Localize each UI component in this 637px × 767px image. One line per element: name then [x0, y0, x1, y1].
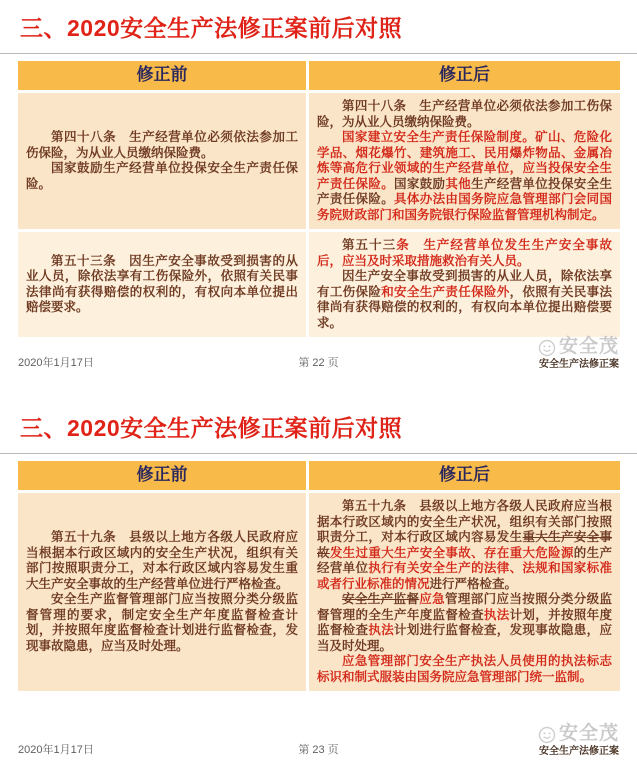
table-cell-before-article59	[18, 493, 306, 691]
paragraph: 第五十三条 生产经营单位发生生产安全事故后，应当及时采取措施救治有关人员。	[317, 238, 612, 268]
paragraph: 安全生产监督应急管理部门应当按照分类分级监督管理的全生产年度监督检查执法计划，并按照年度监督检查执法计划进行监督检查，发现事故隐患，应当及时处理。	[317, 592, 612, 653]
brand-subtitle: 安全生产法修正案	[538, 746, 619, 757]
anquanmao-logo-icon	[538, 339, 556, 357]
paragraph: 安全生产监督管理部门应当按照分类分级监督管理的要求，制定安全生产年度监督检查计划，并按照年度监督检查计划进行监督检查，发现事故隐患，应当及时处理。	[26, 592, 298, 653]
brand-name: 安全茂	[558, 723, 619, 745]
page-title: 三、2020安全生产法修正案前后对照	[20, 15, 403, 41]
brand-block	[419, 337, 619, 370]
table-cell-after-article48	[309, 93, 620, 229]
brand-subtitle: 安全生产法修正案	[538, 359, 619, 371]
paragraph: 国家鼓励生产经营单位投保安全生产责任保险。	[26, 161, 298, 191]
column-header-before: 修正前	[18, 461, 306, 490]
footer-date: 2020年1月17日	[18, 357, 94, 370]
paragraph: 国家建立安全生产责任保险制度。矿山、危险化学品、烟花爆竹、建筑施工、民用爆炸物品、金属冶炼等高危行业领域的生产经营单位，应当投保安全生产责任保险。国家鼓励其他生产经营单位投保安全生产责任保险。具体办法由国务院应急管理部门会同国务院财政部门和国务院银行保险监督管理机构制定。	[317, 130, 612, 222]
comparison-table	[18, 461, 619, 691]
footer-page-number: 第 22 页	[298, 357, 339, 370]
table-cell-after-article53	[309, 232, 620, 337]
column-header-after: 修正后	[309, 461, 620, 490]
column-header-before: 修正前	[18, 61, 306, 90]
slide-footer	[18, 337, 619, 370]
paragraph: 第五十九条 县级以上地方各级人民政府应当根据本行政区域内的安全生产状况，组织有关部门按照职责分工，对本行政区域内容易发生重大生产安全事故的生产经营单位进行严格检查。	[26, 530, 298, 591]
comparison-table	[18, 61, 619, 337]
brand-block	[419, 724, 619, 757]
footer-date: 2020年1月17日	[18, 744, 94, 756]
brand-name: 安全茂	[558, 336, 619, 358]
table-cell-after-article59	[309, 493, 620, 691]
page-title: 三、2020安全生产法修正案前后对照	[20, 415, 403, 441]
anquanmao-logo-icon	[538, 726, 556, 744]
paragraph: 第五十九条 县级以上地方各级人民政府应当根据本行政区域内的安全生产状况，组织有关部门按照职责分工，对本行政区域内容易发生重大生产安全事故发生过重大生产安全事故、存在重大危险源的生产经营单位执行有关安全生产的法律、法规和国家标准或者行业标准的情况进行严格检查。	[317, 499, 612, 591]
slide-page-23	[0, 400, 637, 767]
paragraph: 第四十八条 生产经营单位必须依法参加工伤保险，为从业人员缴纳保险费。	[26, 130, 298, 160]
paragraph: 第五十三条 因生产安全事故受到损害的从业人员，除依法享有工伤保险外，依照有关民事法律尚有获得赔偿的权利的，有权向本单位提出赔偿要求。	[26, 253, 298, 315]
footer-page-number: 第 23 页	[298, 744, 339, 756]
slide-footer	[18, 724, 619, 757]
table-cell-before-article48	[18, 93, 306, 229]
paragraph: 应急管理部门安全生产执法人员使用的执法标志标识和制式服装由国务院应急管理部门统一监制。	[317, 654, 612, 684]
column-header-after: 修正后	[309, 61, 620, 90]
paragraph: 因生产安全事故受到损害的从业人员，除依法享有工伤保险和安全生产责任保险外，依照有关民事法律尚有获得赔偿的权利的，有权向本单位提出赔偿要求。	[317, 269, 612, 330]
title-divider	[0, 53, 637, 54]
paragraph: 第四十八条 生产经营单位必须依法参加工伤保险，为从业人员缴纳保险费。	[317, 99, 612, 129]
title-divider	[0, 453, 637, 454]
table-cell-before-article53	[18, 232, 306, 337]
